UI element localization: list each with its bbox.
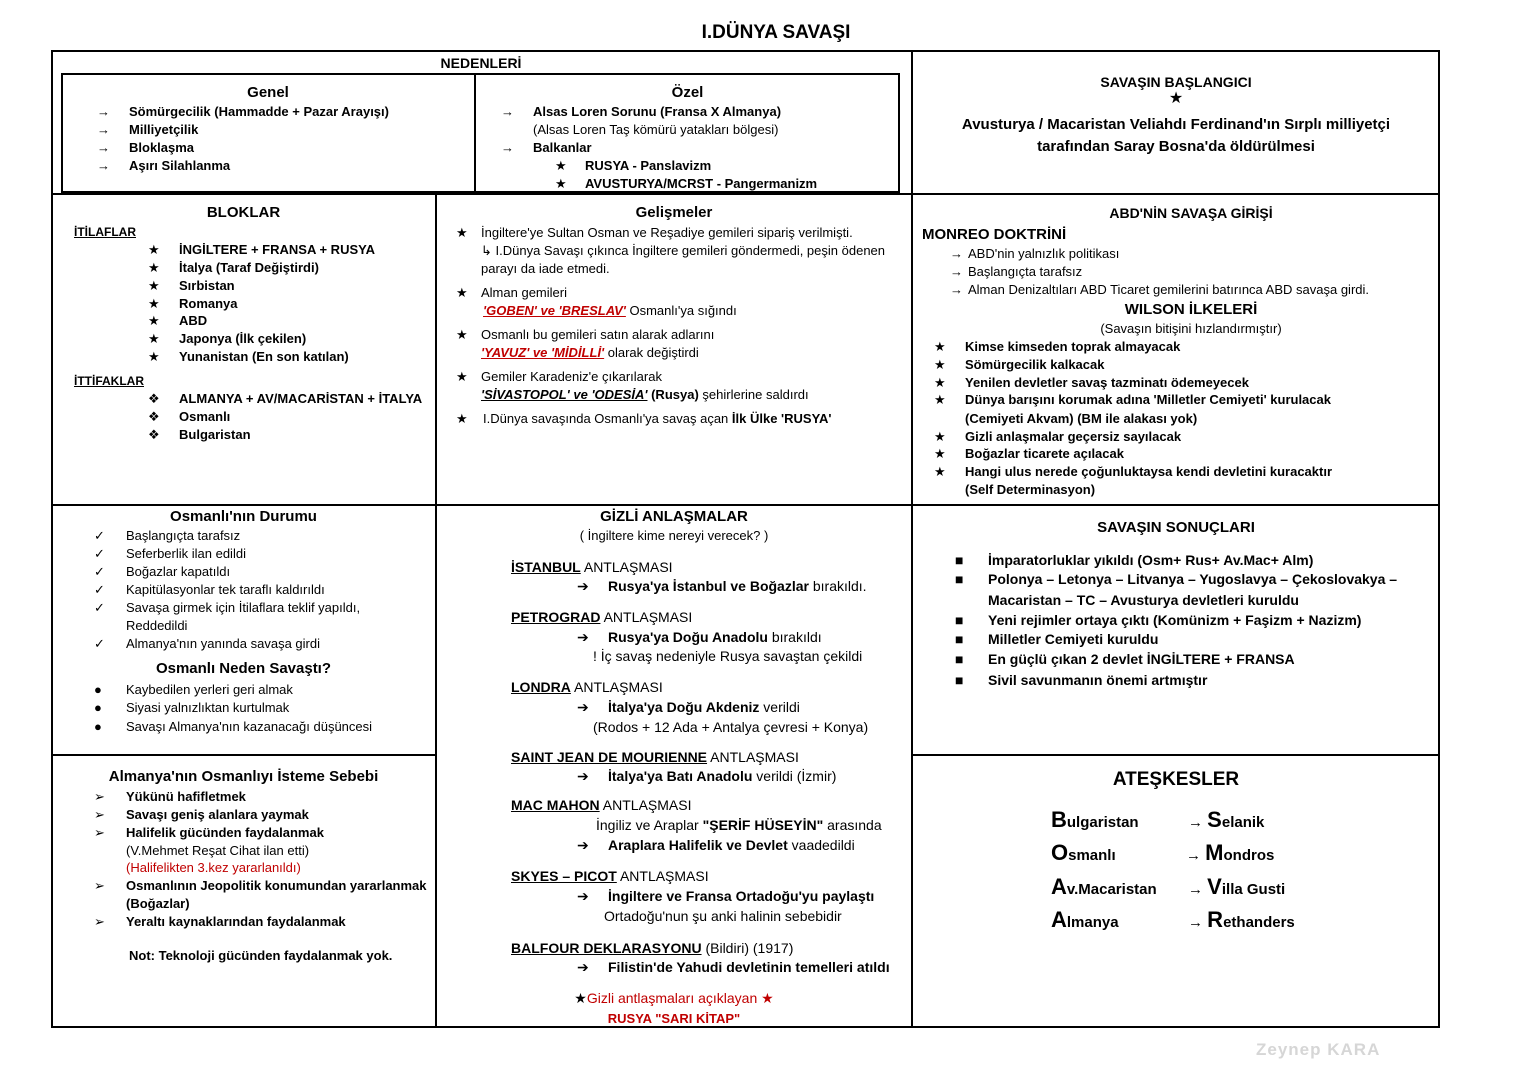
page-title: I.DÜNYA SAVAŞI [701,22,851,43]
treaty-heading [511,748,799,766]
star-icon: ★ [934,357,946,372]
star-icon: ★ [934,392,946,407]
list-item: Milliyetçilik [129,122,199,137]
list-item: Aşırı Silahlanma [129,158,231,173]
text-span: olarak değiştirdi [604,345,699,360]
list-item: Savaşı geniş alanlara yaymak [126,807,309,822]
text-span: ethanders [1223,914,1295,931]
square-icon: ■ [955,612,964,628]
author-watermark: Zeynep KARA [1256,1040,1381,1059]
star-icon: ★ [934,339,946,354]
almanya-note: Not: Teknoloji gücünden faydalanmak yok. [129,948,393,963]
list-item: Osmanlının Jeopolitik konumundan yararlanmak [126,878,427,893]
list-item: Seferberlik ilan edildi [126,546,246,561]
baslangic-text: tarafından Saray Bosna'da öldürülmesi [1037,138,1315,155]
cap-letter: A [1051,907,1067,932]
treaty-text: Filistin'de Yahudi devletinin temelleri atıldı [608,959,890,975]
list-item: Hangi ulus nerede çoğunluktaysa kendi devletini kuracaktır [965,464,1333,479]
bloklar-title: BLOKLAR [206,204,281,221]
gizli-subtitle: ( İngiltere kime nereyi verecek? ) [579,528,769,543]
list-item: Sömürgecilik kalkacak [965,357,1105,372]
arrow-icon: → [1188,814,1208,831]
list-item: Dünya barışını korumak adına 'Milletler Cemiyeti' kurulacak [965,392,1331,407]
list-item: Gizli anlaşmalar geçersiz sayılacak [965,429,1182,444]
text-span: bırakıldı [767,629,822,645]
armistice-place [1188,874,1285,903]
check-icon: ✓ [94,600,105,615]
gizli-footer [437,989,911,1007]
bullet-icon: ● [94,700,102,715]
treaty-text [608,836,855,854]
bullet-icon: ● [94,682,102,697]
list-item: Reddedildi [126,618,188,633]
arrow-icon: ➔ [577,888,589,904]
star-icon: ★ [148,296,160,311]
arrow-icon: → [1188,881,1208,898]
list-item: Yenilen devletler savaş tazminatı ödemeyecek [965,375,1249,390]
arrow-head-icon: ➢ [94,807,105,822]
treaty-name: İSTANBUL [511,559,581,575]
treaty-text [596,816,882,834]
divider [51,754,436,756]
ateskes-title: ATEŞKESLER [1112,769,1240,790]
text-span: v.Macaristan [1066,881,1157,898]
armistice-place [1188,907,1295,936]
text-span: "ŞERİF HÜSEYİN" [698,817,824,833]
gelismeler-text [481,386,809,404]
divider [51,193,1440,195]
list-item: Kimse kimseden toprak almayacak [965,339,1181,354]
star-icon: ★ [934,375,946,390]
gelismeler-text [483,302,737,320]
text-span: ondros [1223,847,1275,864]
text-span: smanlı [1068,847,1116,864]
list-item: Milletler Cemiyeti kuruldu [988,631,1159,647]
list-item: (Boğazlar) [126,896,190,911]
bullet-icon: ● [94,719,102,734]
treaty-name: BALFOUR DEKLARASYONU [511,940,702,956]
gelismeler-text: parayı da iade etmedi. [481,261,610,276]
sonuclar-title: SAVAŞIN SONUÇLARI [1097,519,1255,536]
list-item: Savaşa girmek için İtilaflara teklif yapıldı, [126,600,361,615]
star-icon: ★ [148,349,160,364]
arrow-icon: → [950,264,963,279]
list-item: Yeni rejimler ortaya çıktı (Komünizm + Faşizm + Nazizm) [988,612,1362,628]
list-item: İmparatorluklar yıkıldı (Osm+ Rus+ Av.Mac+ Alm) [988,552,1314,568]
list-item: Boğazlar kapatıldı [126,564,231,579]
list-item: Savaşı Almanya'nın kazanacağı düşüncesi [126,719,373,734]
arrow-icon: ➔ [577,629,589,645]
text-span: vaadedildi [787,837,855,853]
armistice-place [1186,840,1274,869]
list-item: Sırbistan [179,278,235,293]
treaty-name: SAINT JEAN DE MOURIENNE [511,749,708,765]
list-item: Balkanlar [533,140,592,155]
baslangic-text: Avusturya / Macaristan Veliahdı Ferdinand'ın Sırplı milliyetçi [961,116,1391,133]
list-item: Yeraltı kaynaklarından faydalanmak [126,914,346,929]
treaty-heading [511,608,692,626]
almanya-title: Almanya'nın Osmanlıyı İsteme Sebebi [108,768,379,785]
armistice-country [1051,807,1139,836]
list-item: Alman Denizaltıları ABD Ticaret gemilerini batırınca ABD savaşa girdi. [968,282,1370,297]
treaty-heading [511,678,663,696]
monreo-title: MONREO DOKTRİNİ [922,226,1067,243]
divider [435,194,437,1028]
star-icon: ★ [1168,90,1184,107]
osmanli-title: Osmanlı'nın Durumu [170,508,317,525]
ship-names: 'YAVUZ' ve 'MİDİLLİ' [481,345,605,360]
arrow-icon: → [950,282,963,297]
cap-letter: R [1207,907,1224,932]
treaty-name: PETROGRAD [511,609,601,625]
arrow-icon: ➔ [577,699,589,715]
arrow-icon: ➔ [577,837,589,853]
arrow-head-icon: ➢ [94,825,105,840]
check-icon: ✓ [94,564,105,579]
list-item: Kaybedilen yerleri geri almak [126,682,293,697]
gizli-footer-2: RUSYA "SARI KİTAP" [607,1011,741,1026]
text-span: (Rusya) [647,387,699,402]
diamond-icon: ❖ [148,409,160,424]
text-span: Rusya'ya Doğu Anadolu [608,629,768,645]
treaty-text [608,698,800,716]
text-span: illa Gusti [1221,881,1286,898]
list-item: Boğazlar ticarete açılacak [965,446,1124,461]
list-item: Polonya – Letonya – Litvanya – Yugoslavya – Çekoslovakya – [988,571,1398,587]
arrow-icon: ➔ [577,959,589,975]
cap-letter: O [1051,840,1069,865]
list-item: Osmanlı [179,409,231,424]
text-span: arasında [823,817,882,833]
star-icon: ★ [148,260,160,275]
city-names: 'SİVASTOPOL' ve 'ODESİA' [481,387,648,402]
treaty-word: ANTLAŞMASI [710,749,799,765]
wilson-note: (Savaşın bitişini hızlandırmıştır) [1100,321,1282,336]
star-icon: ★ [456,369,468,384]
divider [911,754,1440,756]
text-span: verildi [759,699,800,715]
list-item: Almanya'nın yanında savaşa girdi [126,636,320,651]
list-item: RUSYA - Panslavizm [585,158,712,173]
star-icon: ★ [148,331,160,346]
gelismeler-text: Gemiler Karadeniz'e çıkarılarak [481,369,662,384]
list-item: ALMANYA + AV/MACARİSTAN + İTALYA [179,391,423,406]
arrow-icon: → [950,246,963,261]
gelismeler-title: Gelişmeler [635,204,713,221]
cap-letter: V [1207,874,1222,899]
check-icon: ✓ [94,582,105,597]
treaty-name: MAC MAHON [511,797,600,813]
text-span: İtalya'ya Doğu Akdeniz [608,699,760,715]
armistice-place [1188,807,1264,836]
star-icon: ★ [934,446,946,461]
square-icon: ■ [955,552,964,568]
arrow-icon: → [97,122,110,137]
text-span: lmanya [1066,914,1119,931]
arrow-icon: ➔ [577,578,589,594]
ozel-title: Özel [671,84,704,101]
treaty-text [608,577,867,595]
list-item: ABD'nin yalnızlık politikası [968,246,1120,261]
star-icon: ★ [574,990,587,1006]
arrow-head-icon: ➢ [94,878,105,893]
text-span: şehirlerine saldırdı [698,387,809,402]
list-item: (Self Determinasyon) [965,482,1096,497]
star-icon: ★ [456,411,468,426]
treaty-heading [511,796,691,814]
itilaf-title: İTİLAFLAR [74,225,136,239]
abd-title: ABD'NİN SAVAŞA GİRİŞİ [1109,205,1273,221]
baslangic-title: SAVAŞIN BAŞLANGICI [1100,74,1252,90]
star-icon: ★ [148,242,160,257]
nedenleri-header: NEDENLERİ [440,55,522,71]
check-icon: ✓ [94,546,105,561]
square-icon: ■ [955,672,964,688]
gelismeler-text [481,344,699,362]
divider [911,50,913,1028]
list-item: En güçlü çıkan 2 devlet İNGİLTERE + FRANSA [988,651,1295,667]
treaty-word: ANTLAŞMASI [602,797,692,813]
treaty-note: Ortadoğu'nun şu anki halinin sebebidir [604,908,842,924]
star-icon: ★ [934,429,946,444]
check-icon: ✓ [94,636,105,651]
check-icon: ✓ [94,528,105,543]
text-span: ulgaristan [1066,814,1139,831]
list-item: Halifelik gücünden faydalanmak [126,825,324,840]
treaty-note: ! İç savaş nedeniyle Rusya savaştan çekildi [593,648,863,664]
treaty-heading [511,939,793,957]
list-item: AVUSTURYA/MCRST - Pangermanizm [585,176,818,191]
star-icon: ★ [456,327,468,342]
cap-letter: A [1051,874,1067,899]
armistice-country [1051,907,1119,936]
text-span: Araplara Halifelik ve Devlet [608,837,788,853]
list-item: Japonya (İlk çekilen) [179,331,307,346]
arrow-icon: → [97,104,110,119]
list-item: Alsas Loren Sorunu (Fransa X Almanya) [533,104,782,119]
text-span: Gizli antlaşmaları açıklayan [586,990,758,1006]
text-span: I.Dünya savaşında Osmanlı'ya savaş açan [483,411,729,426]
treaty-text [608,767,836,785]
arrow-icon: → [501,104,514,119]
star-icon: ★ [148,313,160,328]
list-note: (Alsas Loren Taş kömürü yatakları bölgesi) [533,122,779,137]
arrow-head-icon: ➢ [94,789,105,804]
text-span: verildi (İzmir) [752,768,837,784]
star-icon: ★ [934,464,946,479]
gizli-title: GİZLİ ANLAŞMALAR [600,508,748,525]
cap-letter: S [1207,807,1222,832]
arrow-icon: → [501,140,514,155]
treaty-word: ANTLAŞMASI [603,609,693,625]
gelismeler-text: İngiltere'ye Sultan Osman ve Reşadiye gemileri sipariş verilmişti. [481,225,853,240]
text-span: İtalya'ya Batı Anadolu [608,768,753,784]
treaty-word: ANTLAŞMASI [619,868,709,884]
treaty-note: (Rodos + 12 Ada + Antalya çevresi + Konya) [593,719,869,735]
list-note: (Halifelikten 3.kez yararlanıldı) [126,860,301,875]
list-item: Başlangıçta tarafsız [968,264,1083,279]
arrow-head-icon: ➢ [94,914,105,929]
square-icon: ■ [955,631,964,647]
divider [51,504,1440,506]
gelismeler-text: Alman gemileri [481,285,567,300]
text-span: bırakıldı. [808,578,867,594]
treaty-name: LONDRA [511,679,571,695]
treaty-heading [511,558,673,576]
neden-title: Osmanlı Neden Savaştı? [155,660,332,677]
list-note: (V.Mehmet Reşat Cihat ilan etti) [126,843,310,858]
list-item: Romanya [179,296,238,311]
star-icon: ★ [555,158,567,173]
list-item: ABD [179,313,208,328]
star-icon: ★ [148,278,160,293]
gelismeler-text: ↳ I.Dünya Savaşı çıkınca İngiltere gemileri göndermedi, peşin ödenen [481,243,886,258]
treaty-name: SKYES – PICOT [511,868,617,884]
cap-letter: M [1205,840,1224,865]
text-span: İngiliz ve Araplar [596,817,699,833]
square-icon: ■ [955,571,964,587]
list-item: Bloklaşma [129,140,195,155]
arrow-icon: ➔ [577,768,589,784]
treaty-word: ANTLAŞMASI [583,559,673,575]
treaty-text: İngiltere ve Fransa Ortadoğu'yu paylaştı [608,888,875,904]
treaty-heading [511,867,709,885]
gelismeler-text [483,410,832,428]
cap-letter: B [1051,807,1067,832]
list-item: Yunanistan (En son katılan) [179,349,349,364]
list-item: Macaristan – TC – Avusturya devletleri kuruldu [988,592,1299,608]
treaty-word: ANTLAŞMASI [574,679,663,695]
text-span: elanik [1221,814,1265,831]
text-span: (Bildiri) (1917) [701,940,794,956]
list-item: Sömürgecilik (Hammadde + Pazar Arayışı) [129,104,389,119]
list-item: Sivil savunmanın önemi artmıştır [988,672,1208,688]
list-item: Yükünü hafifletmek [126,789,246,804]
list-item: Siyasi yalnızlıktan kurtulmak [126,700,290,715]
list-item: İtalya (Taraf Değiştirdi) [179,260,319,275]
star-icon: ★ [761,990,774,1006]
text-span: İlk Ülke 'RUSYA' [728,411,832,426]
armistice-country [1051,840,1116,869]
list-item: Bulgaristan [179,427,251,442]
wilson-title: WILSON İLKELERİ [1124,301,1258,318]
list-item: Kapitülasyonlar tek taraflı kaldırıldı [126,582,325,597]
list-item: İNGİLTERE + FRANSA + RUSYA [179,242,375,257]
armistice-country [1051,874,1157,903]
star-icon: ★ [456,285,468,300]
text-span: Rusya'ya İstanbul ve Boğazlar [608,578,809,594]
list-item: (Cemiyeti Akvam) (BM ile alakası yok) [965,411,1198,426]
arrow-icon: → [1188,914,1208,931]
star-icon: ★ [555,176,567,191]
text-span: Osmanlı'ya sığındı [625,303,737,318]
diamond-icon: ❖ [148,427,160,442]
arrow-icon: → [97,158,110,173]
diamond-icon: ❖ [148,391,160,406]
square-icon: ■ [955,651,964,667]
list-item: Başlangıçta tarafsız [126,528,241,543]
star-icon: ★ [456,225,468,240]
genel-title: Genel [247,84,289,101]
ship-names: 'GOBEN' ve 'BRESLAV' [483,303,626,318]
arrow-icon: → [97,140,110,155]
ittifak-title: İTTİFAKLAR [74,374,144,388]
gelismeler-text: Osmanlı bu gemileri satın alarak adlarını [481,327,715,342]
arrow-icon: → [1186,847,1206,864]
treaty-text [608,628,822,646]
